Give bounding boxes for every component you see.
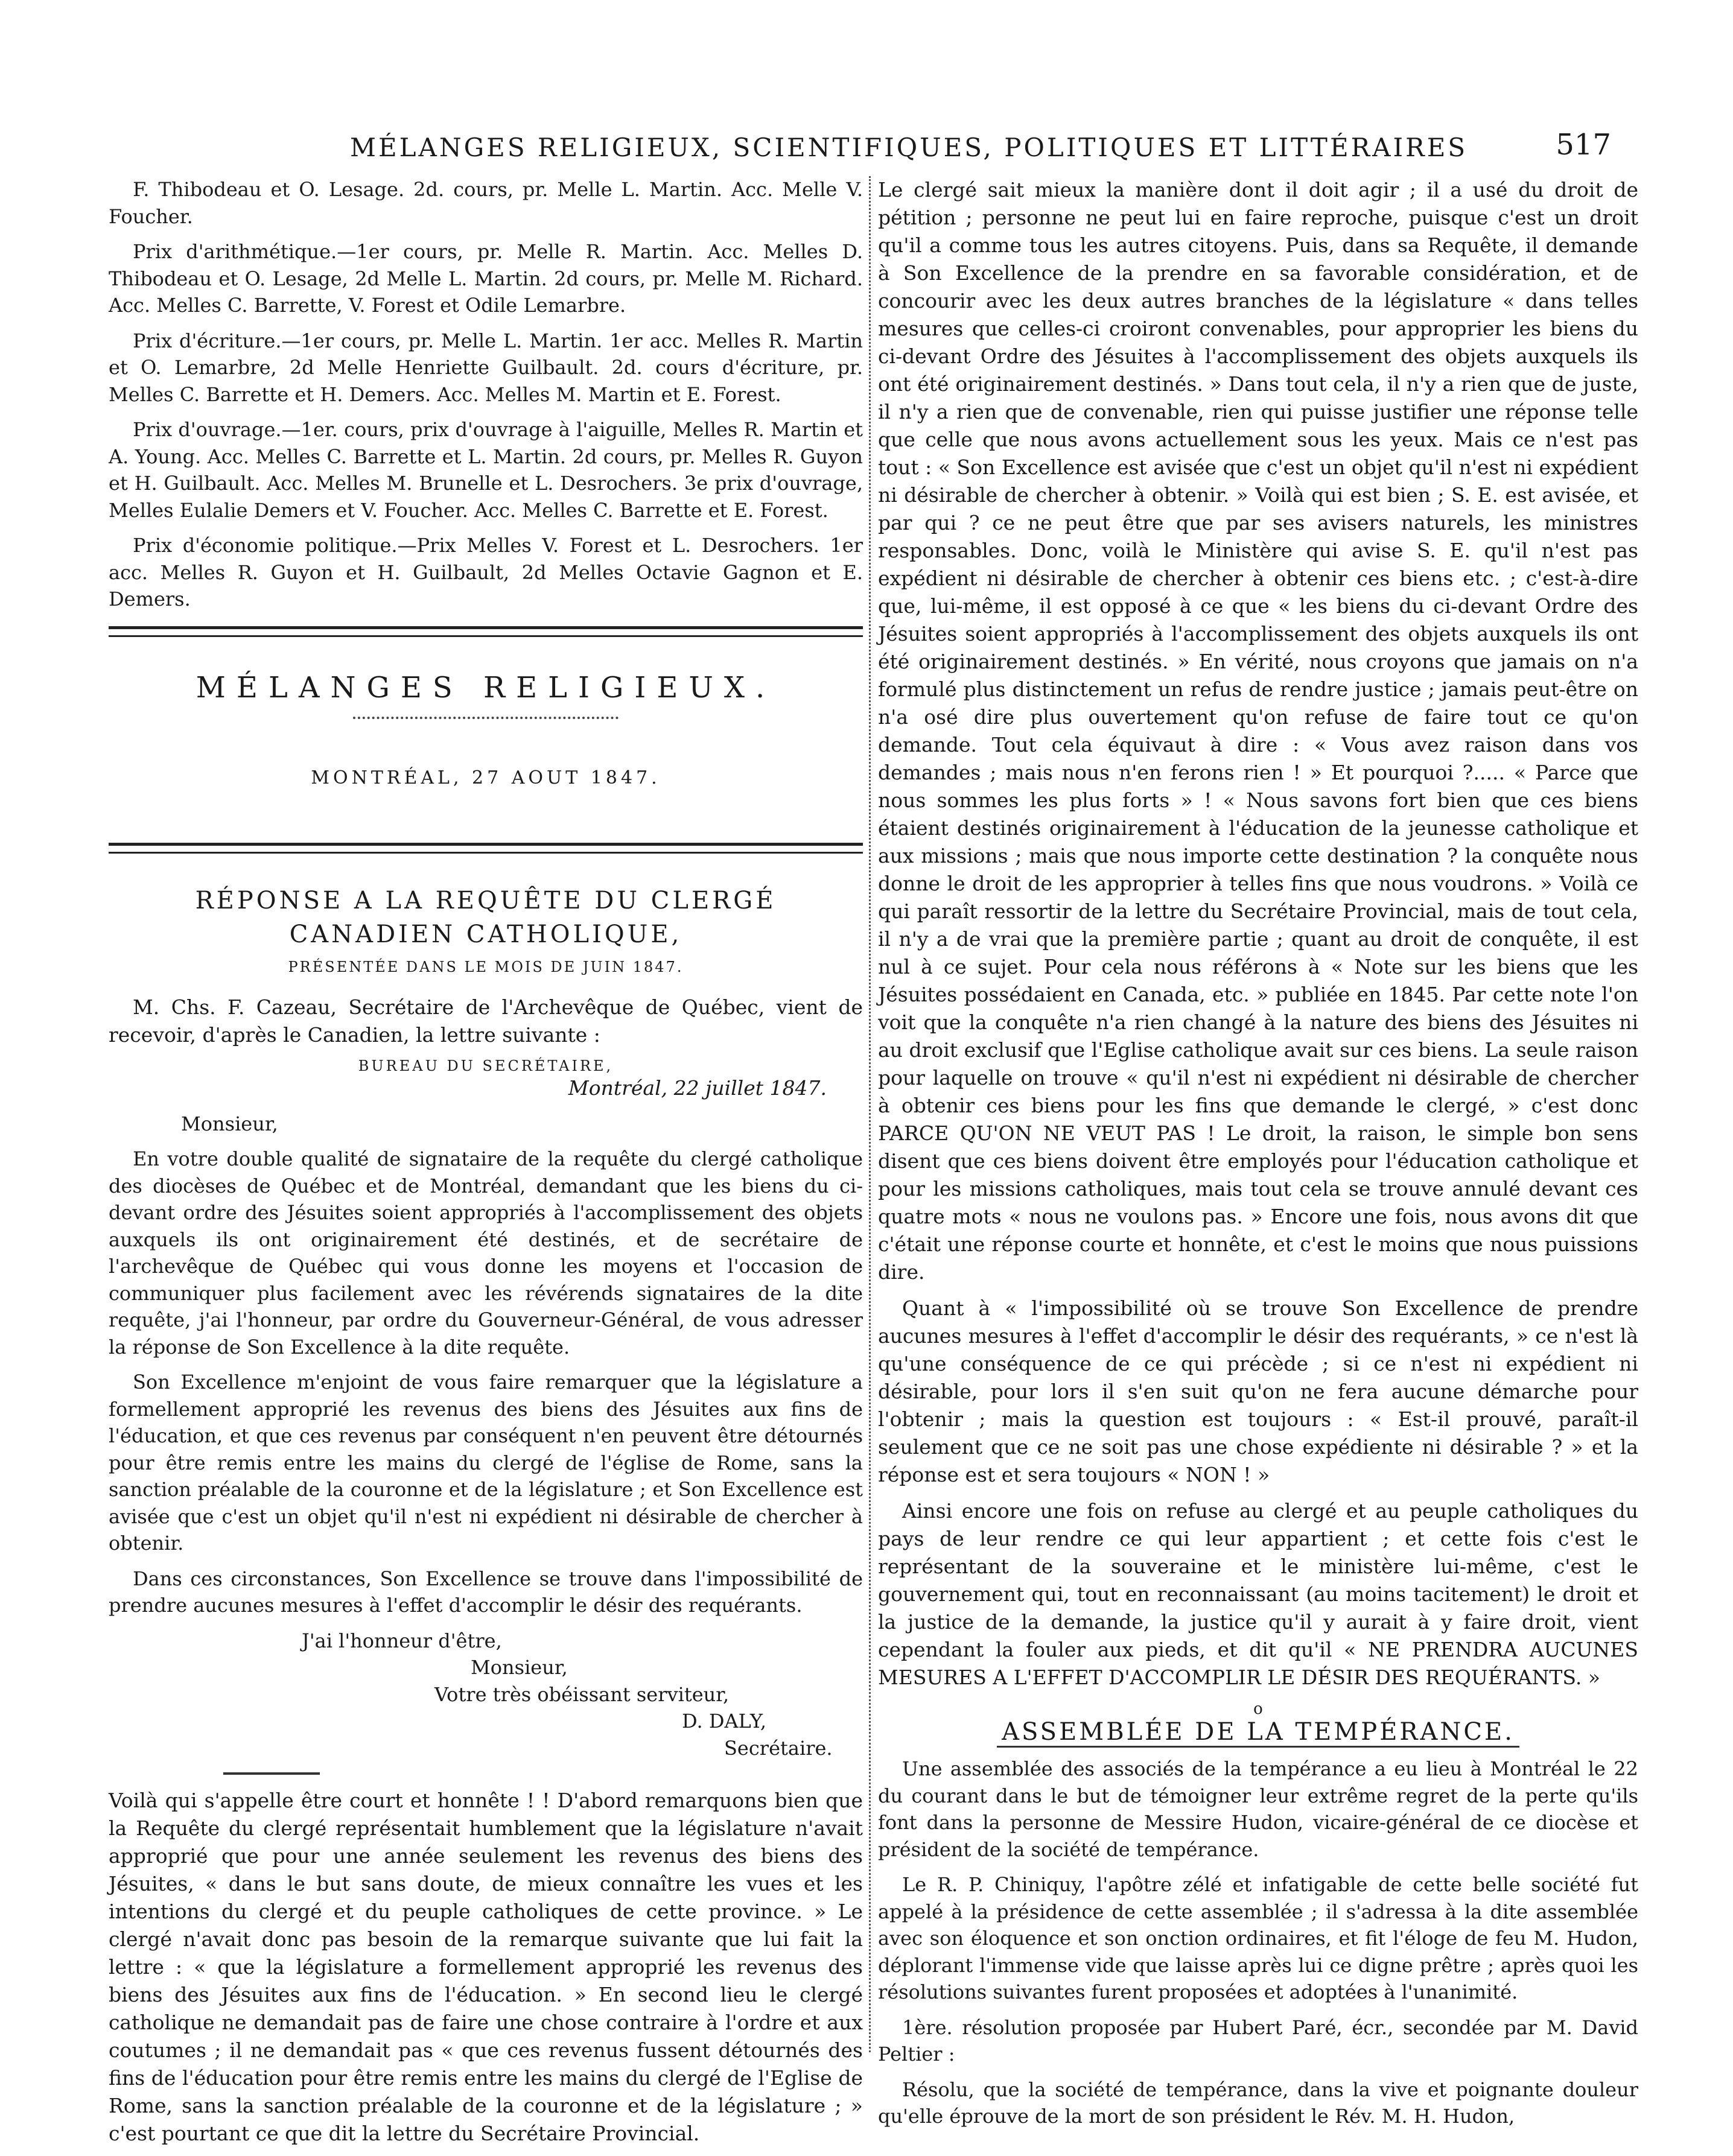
letter-date: Montréal, 22 juillet 1847. xyxy=(568,1076,827,1100)
temperance-paragraph: Résolu, que la société de tempérance, dans la vive et poignante douleur qu'elle éprouve de la mort de son président le Rév. M. H. Hudon, xyxy=(878,2078,1638,2128)
left-column xyxy=(109,176,863,2156)
separator-mark: o xyxy=(1253,1700,1263,1718)
double-rule xyxy=(109,843,863,854)
column-divider xyxy=(869,176,873,2052)
temperance-title: ASSEMBLÉE DE LA TEMPÉRANCE. xyxy=(878,1718,1638,1746)
letter-closing-salutation: Monsieur, xyxy=(471,1656,568,1679)
letter-signer-title: Secrétaire. xyxy=(724,1736,833,1760)
temperance-paragraph: Une assemblée des associés de la tempérance a eu lieu à Montréal le 22 du courant dans le but de témoigner leur extrême regret de la perte qu'ils font dans la personne de Messire Hudon, vicaire-général de ce diocèse et président de la société de tempérance. xyxy=(878,1757,1638,1861)
prize-paragraph: F. Thibodeau et O. Lesage. 2d. cours, pr. Melle L. Martin. Acc. Melle V. Foucher. xyxy=(109,178,863,228)
letter-closing: J'ai l'honneur d'être, xyxy=(302,1629,502,1652)
page-number: 517 xyxy=(1556,128,1611,162)
dotted-divider xyxy=(353,717,618,719)
prize-paragraph: Prix d'économie politique.—Prix Melles V. Forest et L. Desrochers. 1er acc. Melles R. Guyon et H. Guilbault, 2d Melles Octavie Gagnon et E. Demers. xyxy=(109,534,863,610)
running-title: MÉLANGES RELIGIEUX, SCIENTIFIQUES, POLITIQUES ET LITTÉRAIRES xyxy=(350,133,1468,162)
letter-paragraph: Dans ces circonstances, Son Excellence se trouve dans l'impossibilité de prendre aucunes mesures à l'effet d'accomplir le désir des requérants. xyxy=(109,1567,863,1617)
body-paragraph: Ainsi encore une fois on refuse au clergé et au peuple catholiques du pays de leur rendre ce qui leur appartient ; et cette fois c'est le représentant de la souveraine et le ministère lui-même, c'est le gouvernement qui, tout en reconnaissant (au moins tacitement) le droit et la justice de la demande, la justice qu'il y aurait à y faire droit, vient cependant la fouler aux pieds, et dit qu'il « NE PRENDRA AUCUNES MESURES A L'EFFET D'ACCOMPLIR LE DÉSIR DES REQUÉRANTS. » xyxy=(878,1499,1638,1689)
body-paragraph: Quant à « l'impossibilité où se trouve Son Excellence de prendre aucunes mesures à l'effet d'accomplir le désir des requérants, » ce n'est là qu'une conséquence de ce qui précède ; si ce n'est ni expédient ni désirable, pour lors il s'en suit qu'on ne fera aucune démarche pour l'obtenir ; mais la question est toujours : « Est-il prouvé, paraît-il seulement que ce ne soit pas une chose expédiente ni désirable ? » et la réponse est et sera toujours « NON ! » xyxy=(878,1296,1638,1486)
right-column xyxy=(878,176,1638,2139)
body-paragraph: Le clergé sait mieux la manière dont il doit agir ; il a usé du droit de pétition ; personne ne peut lui en faire reproche, puisque c'est un droit qu'il a comme tous les autres citoyens. Puis, dans sa Requête, il demande à Son Excellence de la prendre en sa favorable considération, et de concourir avec les deux autres branches de la législature « dans telles mesures que celles-ci croiront convenables, pour approprier les biens du ci-devant Ordre des Jésuites à l'accomplissement des objets auxquels ils ont été originairement destinés. » Dans tout cela, il n'y a rien que de juste, il n'y a rien que de convenable, rien qui puisse justifier une réponse telle que celle que nous avons actuellement sous les yeux. Mais ce n'est pas tout : « Son Excellence est avisée que c'est un objet qu'il n'est ni expédient ni désirable de chercher à obtenir. » Voilà qui est bien ; S. E. est avisée, et par qui ? ce ne peut être que par ses avisers naturels, les ministres responsables. Donc, voilà le Ministère qui avise S. E. qu'il n'est pas expédient ni désirable de chercher à obtenir ces biens etc. ; c'est-à-dire que, lui-même, il est opposé à ce que « les biens du ci-devant Ordre des Jésuites soient appropriés à l'accomplissement des objets auxquels ils ont été originairement destinés. » En vérité, nous croyons que jamais on n'a formulé plus distinctement un refus de rendre justice ; jamais peut-être on n'a osé dire plus ouvertement qu'on refuse de faire tout ce qu'on demande. Tout cela équivaut à dire : « Vous avez raison dans vos demandes ; mais nous n'en ferons rien ! » Et pourquoi ?..... « Parce que nous sommes les plus forts » ! « Nous savons fort bien que ces biens étaient destinés originairement à l'éducation de la jeunesse catholique et aux missions ; mais que nous importe cette destination ? la conquête nous donne le droit de les approprier à telles fins que nous voudrons. » Voilà ce qui paraît ressortir de la lettre du Secrétaire Provincial, mais de tout cela, il n'y a de vrai que la première partie ; quant au droit de conquête, il est nul à ce sujet. Pour cela nous référons à « Note sur les biens que les Jésuites possédaient en Canada, etc. » publiée en 1845. Par cette note l'on voit que la conquête n'a rien changé à la nature des biens des Jésuites ni au droit exclusif que l'Eglise catholique avait sur ces biens. La seule raison pour laquelle on trouve « qu'il n'est ni expédient ni désirable de chercher à obtenir ces biens pour les fins que demande le clergé, » c'est donc PARCE QU'ON NE VEUT PAS ! Le droit, la raison, le simple bon sens disent que ces biens doivent être employés pour l'éducation catholique et pour les missions catholiques, mais tout cela se trouve annulé devant ces quatre mots « nous ne voulons pas. » Encore une fois, nous avons dit que c'était une réponse courte et honnête, et c'est le moins que nous puissions dire. xyxy=(878,178,1638,1284)
article-intro: M. Chs. F. Cazeau, Secrétaire de l'Archevêque de Québec, vient de recevoir, d'après le Canadien, la lettre suivante : xyxy=(109,995,863,1047)
article-subtitle: PRÉSENTÉE DANS LE MOIS DE JUIN 1847. xyxy=(288,958,684,975)
letter-closing-servant: Votre très obéissant serviteur, xyxy=(434,1682,730,1706)
prize-paragraph: Prix d'écriture.—1er cours, pr. Melle L. Martin. 1er acc. Melles R. Martin et O. Lemarbre, 2d Melle Henriette Guilbault. 2d. cours d'écriture, pr. Melles C. Barrette et H. Demers. Acc. Melles M. Martin et E. Forest. xyxy=(109,329,863,406)
letter-signer: D. DALY, xyxy=(682,1710,766,1733)
section-title: MÉLANGES RELIGIEUX. xyxy=(196,670,776,705)
letter-paragraph: En votre double qualité de signataire de la requête du clergé catholique des diocèses de Québec et de Montréal, demandant que les biens du ci-devant ordre des Jésuites soient appropriés à l'accomplissement des objets auxquels ils ont originairement été destinés, et de secrétaire de l'archevêque de Québec qui vous donne les moyens et l'occasion de communiquer plus facilement avec les révérends signataires de la dite requête, j'ai l'honneur, par ordre du Gouverneur-Général, de vous adresser la réponse de Son Excellence à la dite requête. xyxy=(109,1147,863,1359)
letter-salutation: Monsieur, xyxy=(181,1112,278,1135)
article-title: RÉPONSE A LA REQUÊTE DU CLERGÉ CANADIEN CATHOLIQUE, xyxy=(195,886,777,948)
temperance-paragraph: Le R. P. Chiniquy, l'apôtre zélé et infatigable de cette belle société fut appelé à la présidence de cette assemblée ; il s'adressa à la dite assemblée avec son éloquence et son onction ordinaires, et fit l'éloge de feu M. Hudon, déplorant l'immense vide que laisse après lui ce digne prêtre ; après quoi les résolutions suivantes furent proposées et adoptées à l'unanimité. xyxy=(878,1873,1638,2003)
temperance-paragraph: 1ère. résolution proposée par Hubert Paré, écr., secondée par M. David Peltier : xyxy=(878,2015,1638,2066)
dateline: MONTRÉAL, 27 AOUT 1847. xyxy=(311,767,661,788)
running-head xyxy=(121,128,1611,170)
letter-paragraph: Son Excellence m'enjoint de vous faire remarquer que la législature a formellement approprié les revenus des biens des Jésuites aux fins de l'éducation, et que ces revenus par conséquent n'en peuvent être détournés pour être remis entre les mains du clergé de l'église de Rome, sans la sanction préalable de la couronne et de la législature ; et Son Excellence est avisée que c'est un objet qu'il n'est ni expédient ni désirable de chercher à obtenir. xyxy=(109,1371,863,1555)
double-rule xyxy=(109,626,863,637)
commentary-paragraph: Voilà qui s'appelle être court et honnête ! ! D'abord remarquons bien que la Requête du clergé représentait humblement que la législature n'avait approprié que pour une année seulement les revenus des biens des Jésuites, « dans le but sans doute, de mieux connaître les vues et les intentions du clergé et du peuple catholiques de cette province. » Le clergé n'avait donc pas besoin de la remarque suivante que lui fait la lettre : « que la législature a formellement approprié les revenus des biens des Jésuites aux fins de l'éducation. » En second lieu le clergé catholique ne demandait pas de faire une chose contraire à l'ordre et aux coutumes ; il ne demandait pas « que ces revenus fussent détournés des fins de l'éducation pour être remis entre les mains du clergé de l'Eglise de Rome, sans la sanction préalable de la couronne et de la législature ; » c'est pourtant ce que dit la lettre du Secrétaire Provincial. xyxy=(109,1789,863,2145)
short-rule xyxy=(223,1772,320,1775)
prize-paragraph: Prix d'ouvrage.—1er. cours, prix d'ouvrage à l'aiguille, Melles R. Martin et A. Young. Acc. Melles C. Barrette et L. Martin. 2d cours, pr. Melles R. Guyon et H. Guilbault. Acc. Melles M. Brunelle et L. Desrochers. 3e prix d'ouvrage, Melles Eulalie Demers et V. Foucher. Acc. Melles C. Barrette et E. Forest. xyxy=(109,418,863,522)
prize-paragraph: Prix d'arithmétique.—1er cours, pr. Melle R. Martin. Acc. Melles D. Thibodeau et O. Lesage, 2d Melle L. Martin. 2d cours, pr. Melle M. Richard. Acc. Melles C. Barrette, V. Forest et Odile Lemarbre. xyxy=(109,240,863,317)
letter-office: BUREAU DU SECRÉTAIRE, xyxy=(358,1057,614,1074)
